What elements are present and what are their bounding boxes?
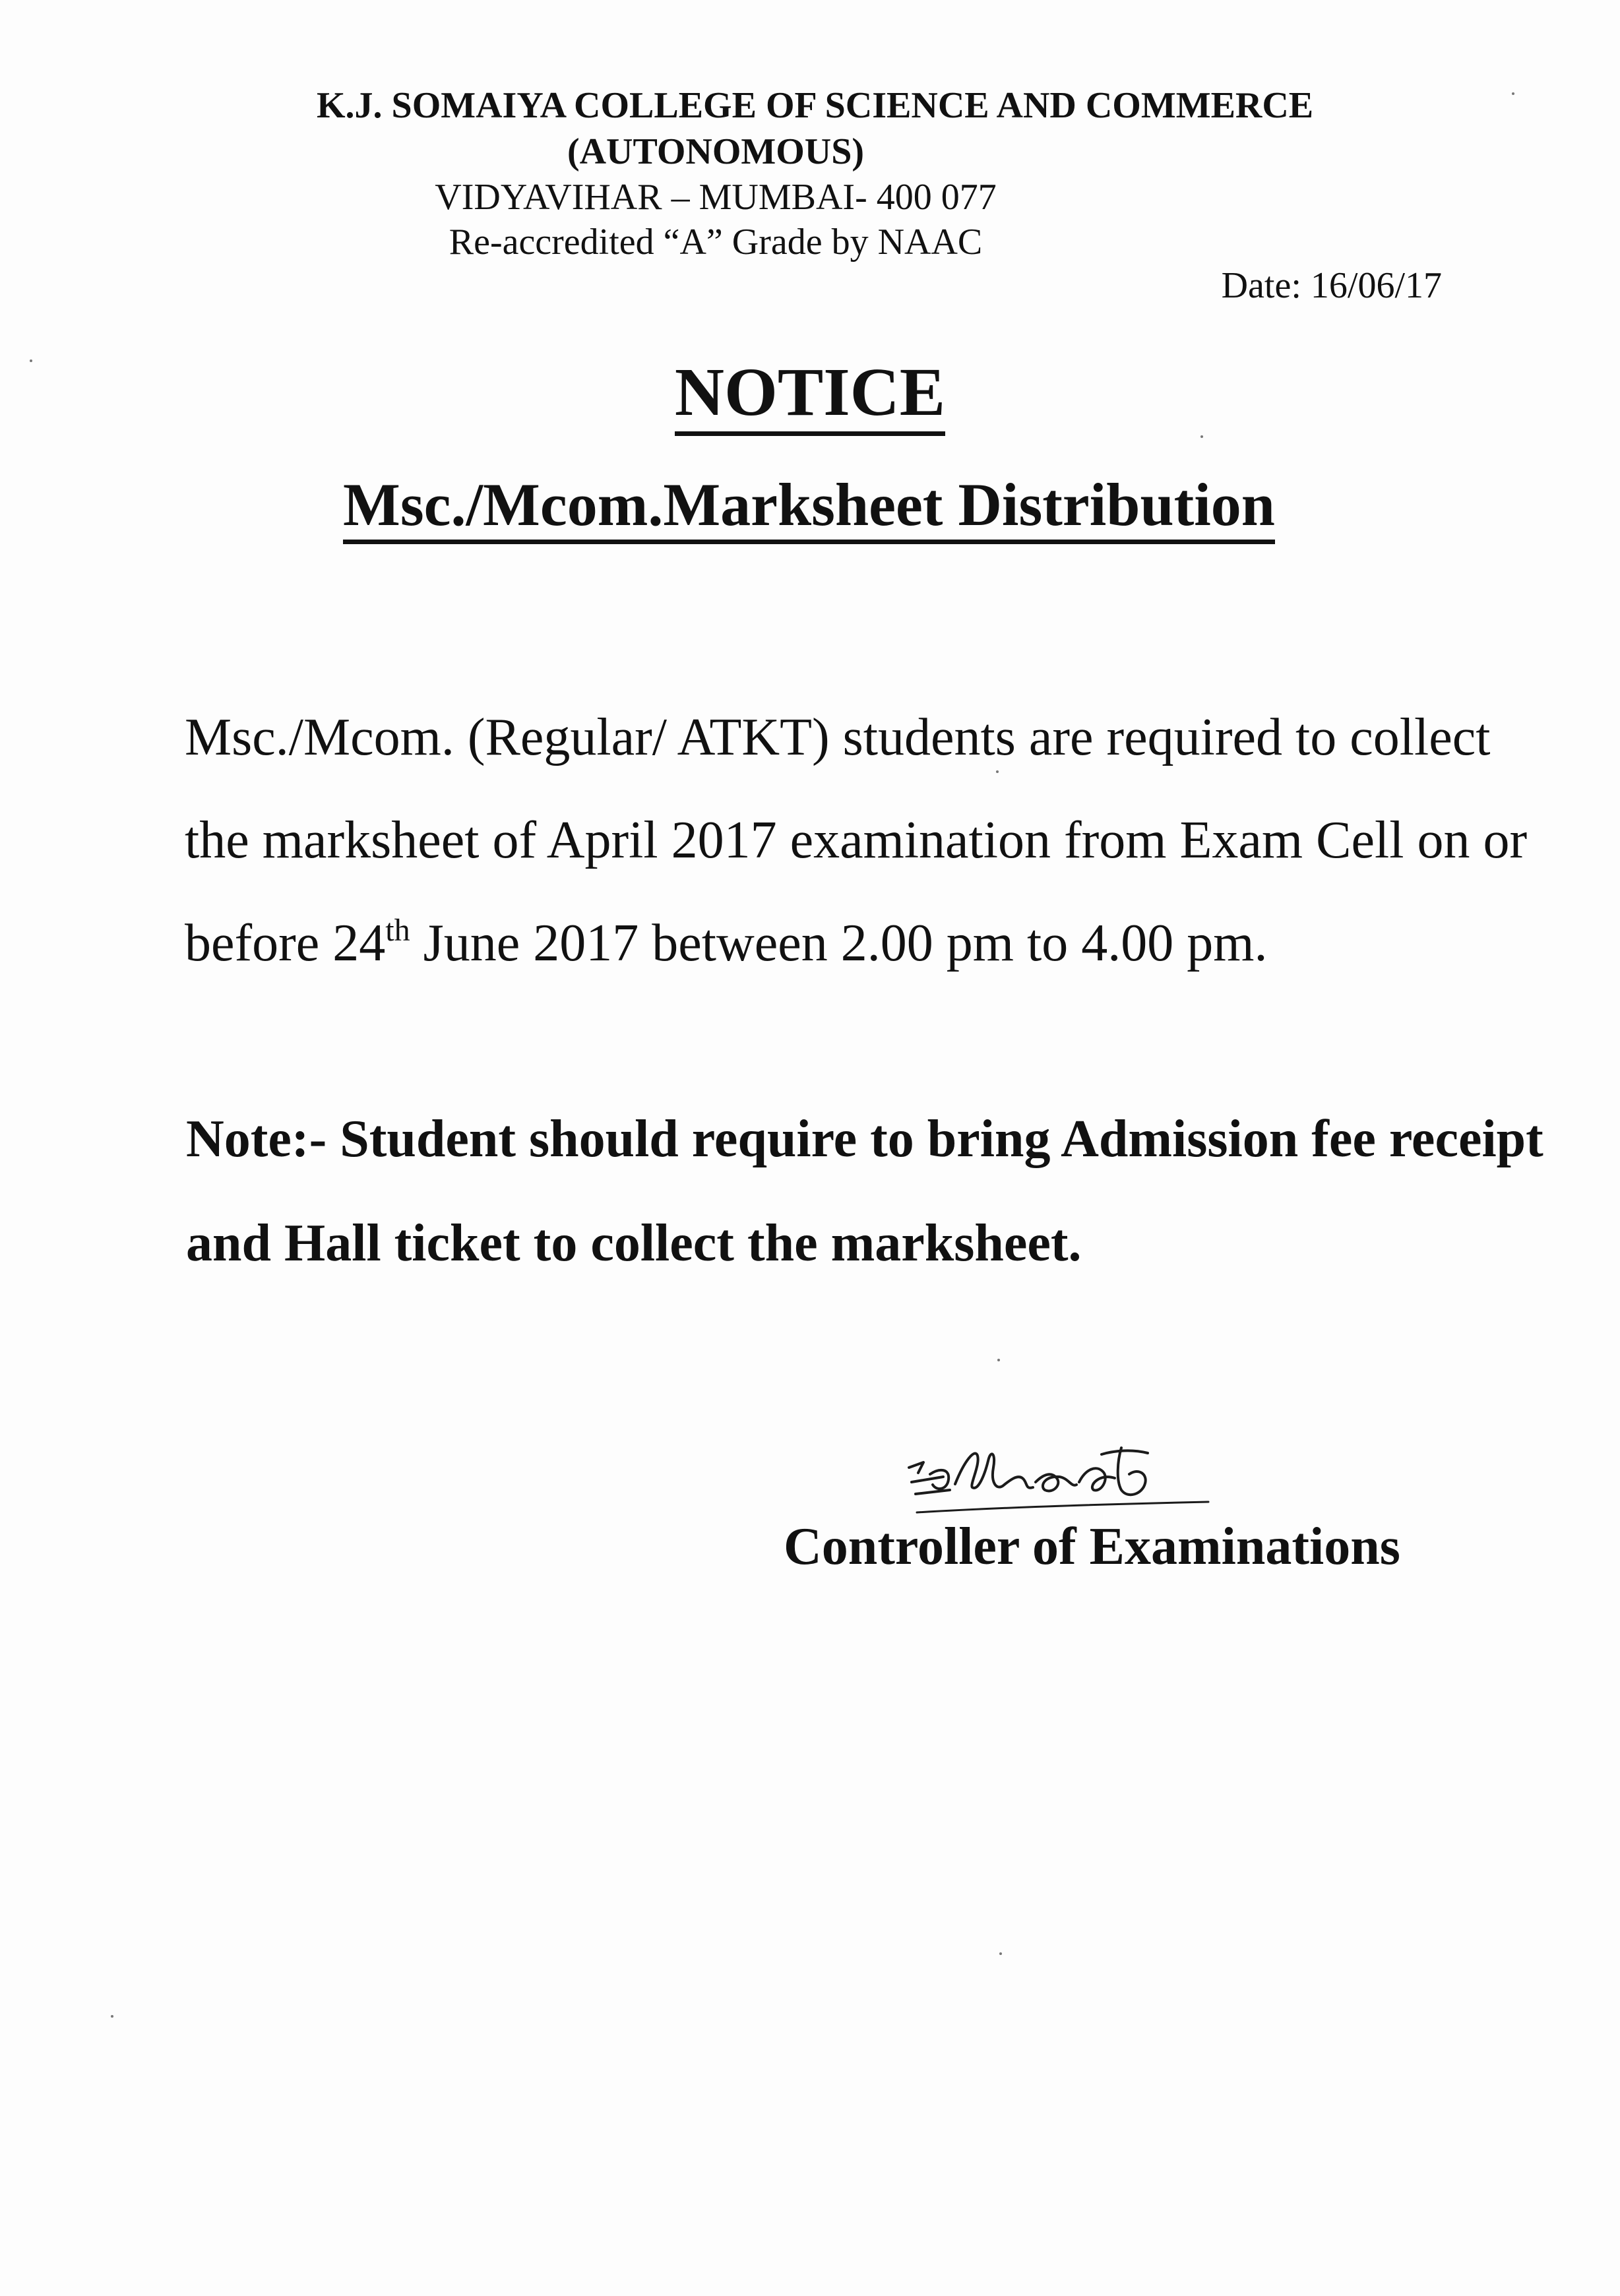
scan-speck [1200, 435, 1203, 438]
notice-heading [0, 350, 1620, 435]
notice-body [185, 686, 1543, 995]
college-status: (AUTONOMOUS) [567, 131, 865, 172]
notice-heading-text: NOTICE [675, 354, 945, 436]
notice-subject-text: Msc./Mcom.Marksheet Distribution [343, 471, 1275, 544]
notice-body-paragraph [185, 686, 1543, 995]
scan-speck [111, 2015, 113, 2018]
notice-note: Note:- Student should require to bring Admission fee receipt and Hall ticket to collect the marksheet. [186, 1110, 1543, 1272]
scan-speck [999, 1952, 1002, 1955]
notice-subject [343, 465, 1275, 544]
handwritten-signature [904, 1421, 1214, 1520]
college-name: K.J. SOMAIYA COLLEGE OF SCIENCE AND COMMERCE [317, 85, 1314, 126]
scan-speck [997, 1359, 1000, 1361]
letterhead [317, 82, 1314, 264]
signatory-title: Controller of Examinations [784, 1518, 1400, 1576]
body-text-part2: June 2017 between 2.00 pm to 4.00 pm. [410, 914, 1268, 972]
notice-date: Date: 16/06/17 [1221, 265, 1442, 306]
scan-speck [1512, 92, 1514, 95]
college-address: VIDYAVIHAR – MUMBAI- 400 077 [435, 177, 997, 218]
body-text-part1: Msc./Mcom. (Regular/ ATKT) students are required to collect the marksheet of April 2017 examination from Exam Cell on or before 24 [185, 708, 1528, 972]
scan-speck [996, 770, 999, 773]
accreditation-line: Re-accredited “A” Grade by NAAC [449, 222, 983, 263]
scan-speck [30, 359, 32, 362]
date-ordinal-suffix: th [385, 913, 410, 948]
